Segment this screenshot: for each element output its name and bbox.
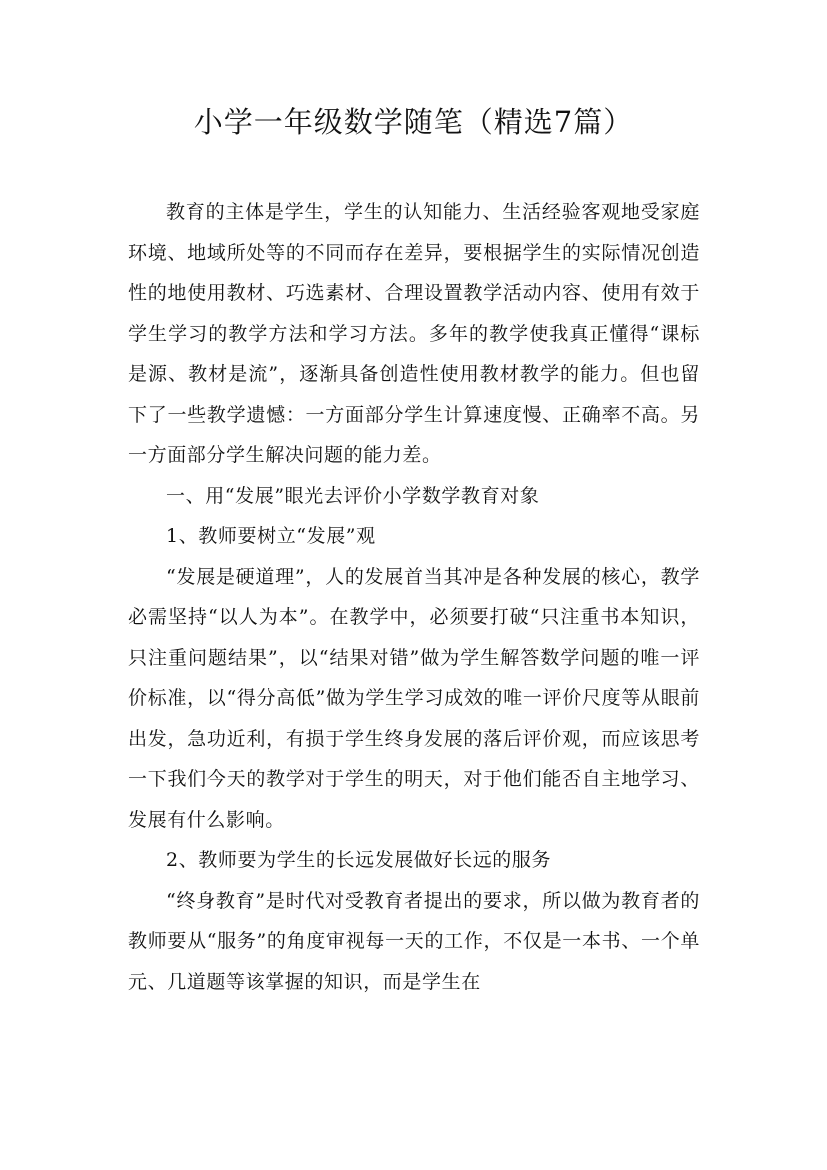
document-body — [128, 192, 700, 1002]
paragraph-intro: 教育的主体是学生，学生的认知能力、生活经验客观地受家庭环境、地域所处等的不同而存在差异，要根据学生的实际情况创造性的地使用教材、巧选素材、合理设置教学活动内容、使用有效于学生学习的教学方法和学习方法。多年的教学使我真正懂得“课标是源、教材是流”，逐渐具备创造性使用教材教学的能力。但也留下了一些教学遗憾：一方面部分学生计算速度慢、正确率不高。另一方面部分学生解决问题的能力差。 — [128, 201, 700, 466]
document-title: 小学一年级数学随笔（精选7篇） — [193, 105, 634, 139]
section-heading-1: 一、用“发展”眼光去评价小学数学教育对象 — [166, 484, 540, 507]
paragraph-development: “发展是硬道理”，人的发展首当其冲是各种发展的核心，教学必需坚持“以人为本”。在教学中，必须要打破“只注重书本知识，只注重问题结果”，以“结果对错”做为学生解答数学问题的唯一评价标准，以“得分高低”做为学生学习成效的唯一评价尺度等从眼前出发，急功近利，有损于学生终身发展的落后评价观，而应该思考一下我们今天的教学对于学生的明天，对于他们能否自主地学习、发展有什么影响。 — [128, 565, 700, 831]
subsection-heading-1: 1、教师要树立“发展”观 — [166, 525, 376, 547]
paragraph-service: “终身教育”是时代对受教育者提出的要求，所以做为教育者的教师要从“服务”的角度审视每一天的工作，不仅是一本书、一个单元、几道题等该掌握的知识，而是学生在 — [128, 889, 700, 993]
subsection-heading-2: 2、教师要为学生的长远发展做好长远的服务 — [166, 849, 552, 871]
